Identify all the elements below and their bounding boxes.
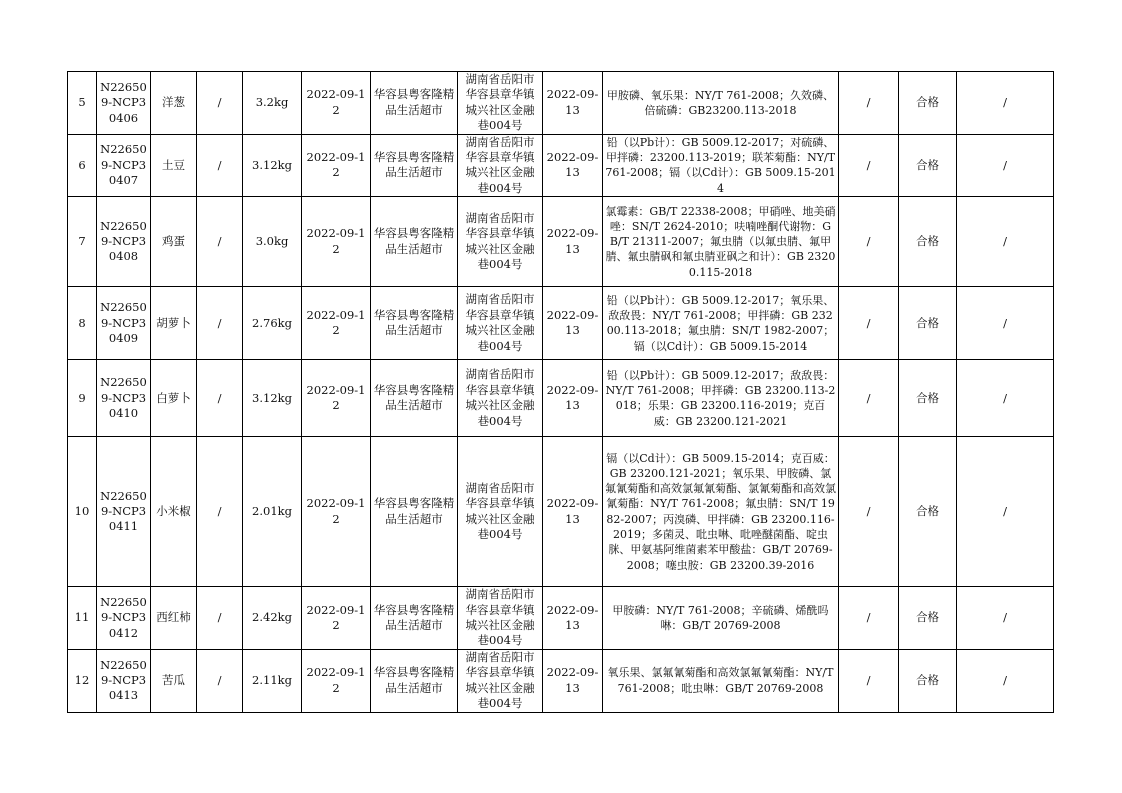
remarks-cell: / — [957, 587, 1054, 650]
inspection-results-table — [67, 71, 1054, 713]
row-number-cell: 6 — [68, 134, 97, 197]
row-number-cell: 10 — [68, 437, 97, 587]
remarks-cell: / — [957, 360, 1054, 437]
store-address-cell: 湖南省岳阳市华容县章华镇城兴社区金融巷004号 — [458, 360, 543, 437]
sample-code-cell: N226509-NCP30413 — [97, 649, 151, 712]
test-items-cell: 氧乐果、氯氟氰菊酯和高效氯氟氰菊酯：NY/T 761-2008；吡虫啉：GB/T 20769-2008 — [603, 649, 839, 712]
product-name-cell: 胡萝卜 — [151, 287, 197, 360]
row-number-cell: 8 — [68, 287, 97, 360]
sampled-store-cell: 华容县粤客隆精品生活超市 — [371, 197, 458, 287]
spec-cell: / — [197, 287, 243, 360]
quantity-cell: 2.76kg — [243, 287, 302, 360]
sample-code-cell: N226509-NCP30410 — [97, 360, 151, 437]
product-name-cell: 鸡蛋 — [151, 197, 197, 287]
test-items-cell: 镉（以Cd计）：GB 5009.15-2014；克百威：GB 23200.121-2021；氧乐果、甲胺磷、氯氟氰菊酯和高效氯氟氰菊酯、氯氰菊酯和高效氯氰菊酯：NY/T 761-2008；氟虫腈：SN/T 1982-2007；丙溴磷、甲拌磷：GB 23200.116-2019；多菌灵、吡虫啉、吡唑醚菌酯、啶虫脒、甲氨基阿维菌素苯甲酸盐：GB/T 20769-2008；噻虫胺：GB 23200.39-2016 — [603, 437, 839, 587]
test-date-cell: 2022-09-13 — [543, 360, 603, 437]
table-row — [68, 360, 1054, 437]
test-items-cell: 铅（以Pb计）：GB 5009.12-2017；敌敌畏：NY/T 761-2008；甲拌磷：GB 23200.113-2018；乐果：GB 23200.116-2019；克百威：GB 23200.121-2021 — [603, 360, 839, 437]
unqualified-items-cell: / — [839, 360, 899, 437]
quantity-cell: 2.01kg — [243, 437, 302, 587]
test-items-cell: 铅（以Pb计）：GB 5009.12-2017；对硫磷、甲拌磷：23200.113-2019；联苯菊酯：NY/T 761-2008；镉（以Cd计）：GB 5009.15-2014 — [603, 134, 839, 197]
store-address-cell: 湖南省岳阳市华容县章华镇城兴社区金融巷004号 — [458, 72, 543, 135]
result-cell: 合格 — [899, 197, 957, 287]
table-row — [68, 649, 1054, 712]
unqualified-items-cell: / — [839, 587, 899, 650]
remarks-cell: / — [957, 134, 1054, 197]
sample-code-cell: N226509-NCP30407 — [97, 134, 151, 197]
product-name-cell: 土豆 — [151, 134, 197, 197]
product-name-cell: 苦瓜 — [151, 649, 197, 712]
test-items-cell: 氯霉素：GB/T 22338-2008；甲硝唑、地美硝唑：SN/T 2624-2010；呋喃唑酮代谢物：GB/T 21311-2007；氟虫腈（以氟虫腈、氟甲腈、氟虫腈砜和氟虫腈亚砜之和计）：GB 23200.115-2018 — [603, 197, 839, 287]
quantity-cell: 3.12kg — [243, 134, 302, 197]
unqualified-items-cell: / — [839, 197, 899, 287]
result-cell: 合格 — [899, 134, 957, 197]
quantity-cell: 3.0kg — [243, 197, 302, 287]
row-number-cell: 11 — [68, 587, 97, 650]
test-date-cell: 2022-09-13 — [543, 197, 603, 287]
sampling-date-cell: 2022-09-12 — [302, 587, 371, 650]
remarks-cell: / — [957, 649, 1054, 712]
test-date-cell: 2022-09-13 — [543, 134, 603, 197]
sampled-store-cell: 华容县粤客隆精品生活超市 — [371, 649, 458, 712]
spec-cell: / — [197, 360, 243, 437]
store-address-cell: 湖南省岳阳市华容县章华镇城兴社区金融巷004号 — [458, 587, 543, 650]
sampling-date-cell: 2022-09-12 — [302, 437, 371, 587]
unqualified-items-cell: / — [839, 437, 899, 587]
test-date-cell: 2022-09-13 — [543, 287, 603, 360]
table-row — [68, 437, 1054, 587]
table-row — [68, 587, 1054, 650]
sampled-store-cell: 华容县粤客隆精品生活超市 — [371, 437, 458, 587]
table-row — [68, 134, 1054, 197]
row-number-cell: 7 — [68, 197, 97, 287]
sampled-store-cell: 华容县粤客隆精品生活超市 — [371, 287, 458, 360]
sampling-date-cell: 2022-09-12 — [302, 649, 371, 712]
spec-cell: / — [197, 649, 243, 712]
sample-code-cell: N226509-NCP30408 — [97, 197, 151, 287]
unqualified-items-cell: / — [839, 72, 899, 135]
test-date-cell: 2022-09-13 — [543, 72, 603, 135]
sampled-store-cell: 华容县粤客隆精品生活超市 — [371, 587, 458, 650]
unqualified-items-cell: / — [839, 134, 899, 197]
row-number-cell: 5 — [68, 72, 97, 135]
result-cell: 合格 — [899, 360, 957, 437]
remarks-cell: / — [957, 437, 1054, 587]
store-address-cell: 湖南省岳阳市华容县章华镇城兴社区金融巷004号 — [458, 287, 543, 360]
spec-cell: / — [197, 134, 243, 197]
result-cell: 合格 — [899, 649, 957, 712]
sampling-date-cell: 2022-09-12 — [302, 72, 371, 135]
sampling-date-cell: 2022-09-12 — [302, 287, 371, 360]
quantity-cell: 3.12kg — [243, 360, 302, 437]
quantity-cell: 2.42kg — [243, 587, 302, 650]
quantity-cell: 3.2kg — [243, 72, 302, 135]
remarks-cell: / — [957, 72, 1054, 135]
remarks-cell: / — [957, 197, 1054, 287]
sampling-date-cell: 2022-09-12 — [302, 197, 371, 287]
product-name-cell: 西红柿 — [151, 587, 197, 650]
test-items-cell: 甲胺磷：NY/T 761-2008；辛硫磷、烯酰吗啉：GB/T 20769-2008 — [603, 587, 839, 650]
store-address-cell: 湖南省岳阳市华容县章华镇城兴社区金融巷004号 — [458, 437, 543, 587]
sampled-store-cell: 华容县粤客隆精品生活超市 — [371, 134, 458, 197]
result-cell: 合格 — [899, 287, 957, 360]
test-items-cell: 铅（以Pb计）：GB 5009.12-2017；氧乐果、敌敌畏：NY/T 761-2008；甲拌磷：GB 23200.113-2018；氟虫腈：SN/T 1982-2007；镉（以Cd计）：GB 5009.15-2014 — [603, 287, 839, 360]
result-cell: 合格 — [899, 72, 957, 135]
test-date-cell: 2022-09-13 — [543, 437, 603, 587]
result-cell: 合格 — [899, 587, 957, 650]
sampling-date-cell: 2022-09-12 — [302, 134, 371, 197]
store-address-cell: 湖南省岳阳市华容县章华镇城兴社区金融巷004号 — [458, 197, 543, 287]
spec-cell: / — [197, 437, 243, 587]
test-date-cell: 2022-09-13 — [543, 649, 603, 712]
store-address-cell: 湖南省岳阳市华容县章华镇城兴社区金融巷004号 — [458, 134, 543, 197]
sample-code-cell: N226509-NCP30406 — [97, 72, 151, 135]
sampled-store-cell: 华容县粤客隆精品生活超市 — [371, 72, 458, 135]
test-items-cell: 甲胺磷、氧乐果：NY/T 761-2008；久效磷、倍硫磷：GB23200.113-2018 — [603, 72, 839, 135]
row-number-cell: 12 — [68, 649, 97, 712]
spec-cell: / — [197, 197, 243, 287]
remarks-cell: / — [957, 287, 1054, 360]
table-row — [68, 287, 1054, 360]
unqualified-items-cell: / — [839, 287, 899, 360]
sample-code-cell: N226509-NCP30412 — [97, 587, 151, 650]
sample-code-cell: N226509-NCP30411 — [97, 437, 151, 587]
result-cell: 合格 — [899, 437, 957, 587]
spec-cell: / — [197, 587, 243, 650]
table-row — [68, 72, 1054, 135]
unqualified-items-cell: / — [839, 649, 899, 712]
spec-cell: / — [197, 72, 243, 135]
sampling-date-cell: 2022-09-12 — [302, 360, 371, 437]
product-name-cell: 白萝卜 — [151, 360, 197, 437]
product-name-cell: 小米椒 — [151, 437, 197, 587]
sampled-store-cell: 华容县粤客隆精品生活超市 — [371, 360, 458, 437]
sample-code-cell: N226509-NCP30409 — [97, 287, 151, 360]
product-name-cell: 洋葱 — [151, 72, 197, 135]
row-number-cell: 9 — [68, 360, 97, 437]
store-address-cell: 湖南省岳阳市华容县章华镇城兴社区金融巷004号 — [458, 649, 543, 712]
test-date-cell: 2022-09-13 — [543, 587, 603, 650]
quantity-cell: 2.11kg — [243, 649, 302, 712]
table-row — [68, 197, 1054, 287]
